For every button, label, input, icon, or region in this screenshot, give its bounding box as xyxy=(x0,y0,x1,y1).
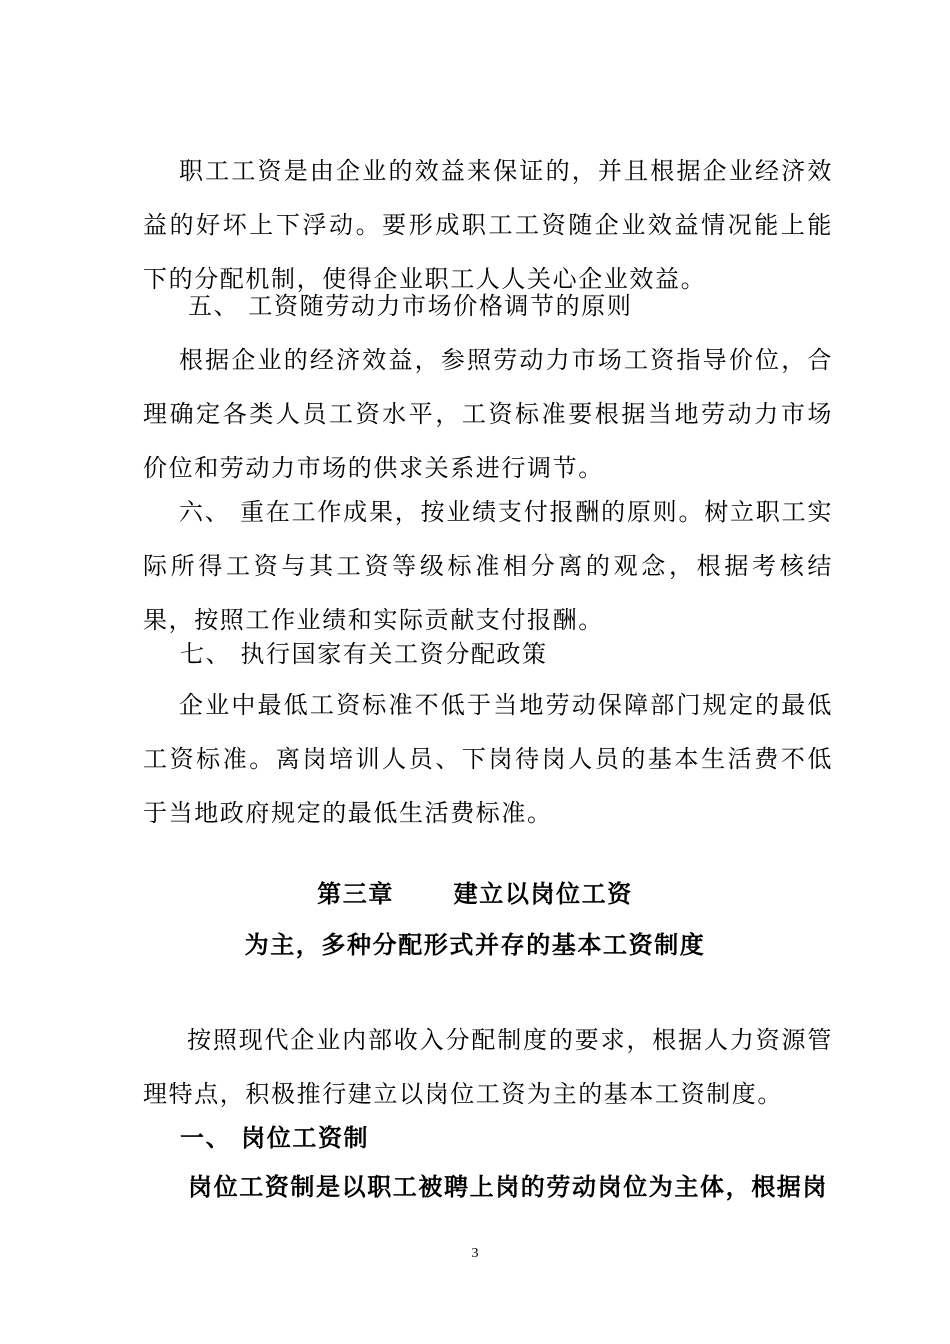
heading-section-five: 五、 工资随劳动力市场价格调节的原则 xyxy=(188,292,633,320)
paragraph-minimum-wage: 企业中最低工资标准不低于当地劳动保障部门规定的最低工资标准。离岗培训人员、下岗待岗人员的基本生活费不低于当地政府规定的最低生活费标准。 xyxy=(143,691,833,827)
heading-section-seven: 七、 执行国家有关工资分配政策 xyxy=(180,640,548,668)
chapter-title-line-2: 为主，多种分配形式并存的基本工资制度 xyxy=(244,930,706,959)
chapter-title-line-1: 第三章 建立以岗位工资 xyxy=(317,879,633,908)
page-number: 3 xyxy=(471,1246,479,1261)
heading-post-wage-system: 一、 岗位工资制 xyxy=(180,1123,370,1152)
paragraph-enterprise-benefit: 职工工资是由企业的效益来保证的，并且根据企业经济效益的好坏上下浮动。要形成职工工资随企业效益情况能上能下的分配机制，使得企业职工人人关心企业效益。 xyxy=(143,157,833,293)
paragraph-section-six: 六、 重在工作成果，按业绩支付报酬的原则。树立职工实际所得工资与其工资等级标准相分离的观念，根据考核结果，按照工作业绩和实际贡献支付报酬。 xyxy=(143,498,833,634)
paragraph-post-wage-definition: 岗位工资制是以职工被聘上岗的劳动岗位为主体，根据岗 xyxy=(188,1172,828,1201)
paragraph-labor-market: 根据企业的经济效益，参照劳动力市场工资指导价位，合理确定各类人员工资水平，工资标准要根据当地劳动力市场价位和劳动力市场的供求关系进行调节。 xyxy=(143,346,833,482)
paragraph-chapter-intro: 按照现代企业内部收入分配制度的要求，根据人力资源管理特点，积极推行建立以岗位工资为主的基本工资制度。 xyxy=(143,1026,833,1108)
